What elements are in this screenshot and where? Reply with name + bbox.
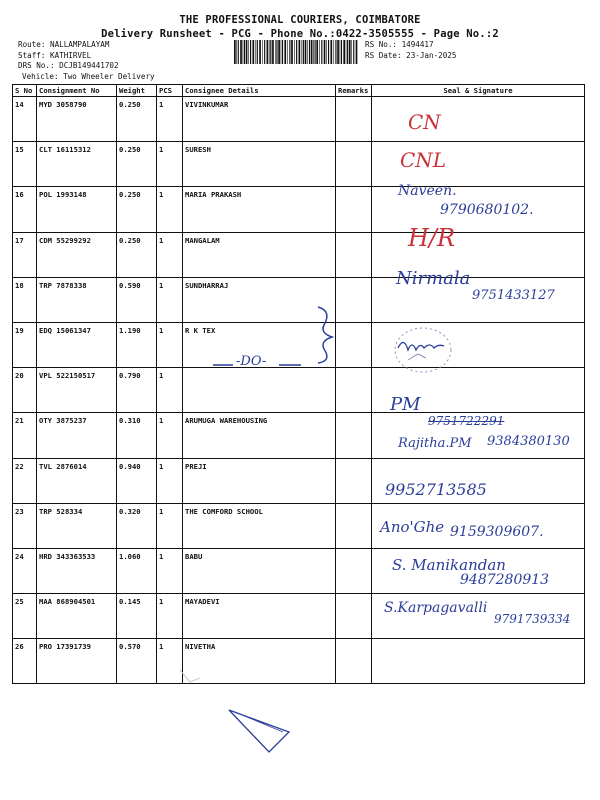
cell-pcs: 1	[157, 594, 183, 639]
cell-remarks	[336, 639, 372, 684]
handwritten-phone: 9751433127	[472, 288, 555, 303]
cell-remarks	[336, 142, 372, 187]
route-text: Route: NALLAMPALAYAM	[18, 40, 110, 49]
cell-sno: 18	[13, 277, 37, 322]
cell-weight: 0.250	[117, 97, 157, 142]
cell-remarks	[336, 322, 372, 367]
cell-weight: 0.250	[117, 232, 157, 277]
cell-consignee: BABU	[183, 548, 336, 593]
cell-consignment: POL 1993148	[37, 187, 117, 232]
cell-signature	[372, 639, 585, 684]
cell-remarks	[336, 187, 372, 232]
col-header-signature: Seal & Signature	[372, 85, 585, 97]
cell-pcs: 1	[157, 277, 183, 322]
cell-remarks	[336, 277, 372, 322]
cell-pcs: 1	[157, 322, 183, 367]
table-row	[13, 458, 585, 503]
handwritten-phone: 9791739334	[494, 612, 571, 626]
cell-consignment: VPL 522150517	[37, 368, 117, 413]
cell-remarks	[336, 503, 372, 548]
cell-consignment: CLT 16115312	[37, 142, 117, 187]
table-row	[13, 232, 585, 277]
cell-pcs: 1	[157, 503, 183, 548]
cell-pcs: 1	[157, 142, 183, 187]
cell-consignment: TRP 7878338	[37, 277, 117, 322]
cell-consignment: OTY 3875237	[37, 413, 117, 458]
cell-remarks	[336, 458, 372, 503]
cell-consignee: SURESH	[183, 142, 336, 187]
cell-weight: 0.145	[117, 594, 157, 639]
cell-remarks	[336, 232, 372, 277]
company-title: THE PROFESSIONAL COURIERS, COIMBATORE	[179, 14, 421, 26]
handwritten-phone: 9384380130	[487, 434, 570, 449]
cell-sno: 22	[13, 458, 37, 503]
cell-pcs: 1	[157, 97, 183, 142]
col-header-weight: Weight	[117, 85, 157, 97]
cell-consignee: SUNDHARRAJ	[183, 277, 336, 322]
table-row	[13, 142, 585, 187]
cell-remarks	[336, 413, 372, 458]
cell-pcs: 1	[157, 232, 183, 277]
cell-sno: 17	[13, 232, 37, 277]
staff-text: Staff: KATHIRVEL	[18, 50, 92, 60]
cell-consignee: THE COMFORD SCHOOL	[183, 503, 336, 548]
cell-consignee: PREJI	[183, 458, 336, 503]
handwritten-signature: Naveen.	[398, 183, 457, 199]
cell-sno: 14	[13, 97, 37, 142]
cell-consignee: R K TEX	[183, 322, 336, 367]
cell-consignee: ARUMUGA WAREHOUSING	[183, 413, 336, 458]
stamp-scribble	[388, 318, 458, 378]
cell-sno: 26	[13, 639, 37, 684]
handwritten-signature: CNL	[400, 148, 447, 172]
cell-sno: 24	[13, 548, 37, 593]
handwritten-phone: 9790680102.	[440, 202, 534, 218]
cell-pcs: 1	[157, 639, 183, 684]
cell-weight: 1.190	[117, 322, 157, 367]
cell-consignee: MANGALAM	[183, 232, 336, 277]
cell-pcs: 1	[157, 187, 183, 232]
cell-sno: 20	[13, 368, 37, 413]
cell-consignee: VIVINKUMAR	[183, 97, 336, 142]
cell-consignment: MYD 3058790	[37, 97, 117, 142]
cell-pcs: 1	[157, 548, 183, 593]
cell-remarks	[336, 368, 372, 413]
cell-weight: 0.250	[117, 142, 157, 187]
cell-remarks	[336, 548, 372, 593]
col-header-pcs: PCS	[157, 85, 183, 97]
cell-sno: 19	[13, 322, 37, 367]
cell-weight: 0.940	[117, 458, 157, 503]
handwritten-signature: S.Karpagavalli	[384, 600, 488, 616]
rs-number-text: RS No.: 1494417	[365, 40, 434, 49]
cell-sno: 23	[13, 503, 37, 548]
cell-consignee: NIVETHA	[183, 639, 336, 684]
handwritten-signature: H/R	[408, 224, 456, 252]
cell-consignee: MARIA PRAKASH	[183, 187, 336, 232]
handwritten-signature: S. Manikandan	[392, 556, 506, 574]
cell-pcs: 1	[157, 413, 183, 458]
handwritten-phone: 9751722291	[428, 414, 505, 428]
cell-sno: 16	[13, 187, 37, 232]
cell-weight: 0.570	[117, 639, 157, 684]
col-header-consignee: Consignee Details	[183, 85, 336, 97]
cell-sno: 25	[13, 594, 37, 639]
brace-mark	[312, 305, 340, 365]
faint-mark	[176, 666, 206, 686]
handwritten-signature: PM	[390, 394, 421, 415]
ditto-text: -DO-	[236, 354, 267, 369]
cell-remarks	[336, 594, 372, 639]
cell-consignment: CDM 55299292	[37, 232, 117, 277]
cell-sno: 21	[13, 413, 37, 458]
rs-date-text: RS Date: 23-Jan-2025	[365, 50, 457, 60]
cell-signature	[372, 97, 585, 142]
barcode-image	[233, 40, 358, 64]
handwritten-phone: 9159309607.	[450, 524, 544, 540]
col-header-consignment: Consignment No	[37, 85, 117, 97]
cell-pcs: 1	[157, 368, 183, 413]
handwritten-signature: Ano'Ghe	[380, 518, 445, 536]
handwritten-signature: Nirmala	[396, 268, 471, 289]
drs-text: DRS No.: DCJB149441702	[18, 61, 119, 70]
cell-consignment: PRO 17391739	[37, 639, 117, 684]
cell-consignment: MAA 868904501	[37, 594, 117, 639]
col-header-remarks: Remarks	[336, 85, 372, 97]
pen-arrow-mark	[227, 706, 297, 756]
runsheet-subtitle: Delivery Runsheet - PCG - Phone No.:0422-3505555 - Page No.:2	[101, 28, 499, 40]
cell-consignment: HRD 343363533	[37, 548, 117, 593]
handwritten-signature: Rajitha.PM	[398, 436, 472, 451]
vehicle-text: Vehicle: Two Wheeler Delivery	[22, 72, 155, 81]
cell-weight: 0.250	[117, 187, 157, 232]
handwritten-signature: CN	[408, 110, 441, 134]
cell-pcs: 1	[157, 458, 183, 503]
table-row	[13, 639, 585, 684]
table-row	[13, 97, 585, 142]
cell-consignment: EDQ 15061347	[37, 322, 117, 367]
runsheet-meta-right	[365, 40, 456, 61]
cell-consignment: TRP 528334	[37, 503, 117, 548]
handwritten-phone: 9952713585	[385, 480, 487, 499]
cell-weight: 0.320	[117, 503, 157, 548]
runsheet-meta-left	[18, 40, 119, 72]
cell-weight: 0.790	[117, 368, 157, 413]
table-header-row	[13, 85, 585, 97]
cell-weight: 0.310	[117, 413, 157, 458]
cell-consignment: TVL 2876014	[37, 458, 117, 503]
cell-sno: 15	[13, 142, 37, 187]
cell-weight: 0.590	[117, 277, 157, 322]
cell-consignee: MAYADEVI	[183, 594, 336, 639]
handwritten-phone: 9487280913	[460, 572, 550, 588]
col-header-sno: S No	[13, 85, 37, 97]
cell-remarks	[336, 97, 372, 142]
cell-weight: 1.060	[117, 548, 157, 593]
